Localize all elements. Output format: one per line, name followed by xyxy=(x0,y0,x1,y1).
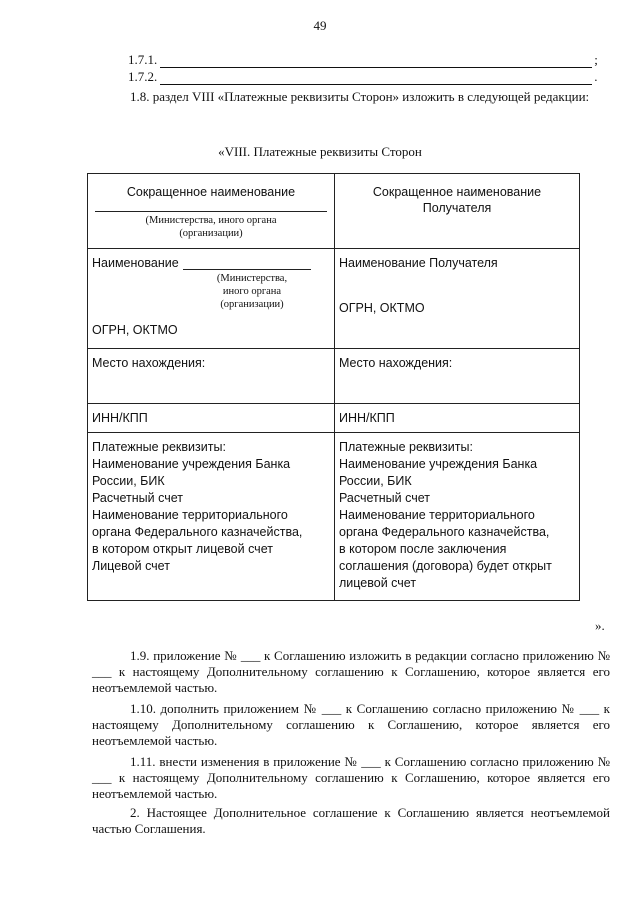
cell-line: в котором после заключения xyxy=(339,542,507,556)
paragraph-text: 2. Настоящее Дополнительное соглашение к Соглашению является неотъемлемой частью Соглашения. xyxy=(92,805,610,836)
blank-line xyxy=(160,72,592,85)
cell-ogrn: ОГРН, ОКТМО xyxy=(339,301,425,315)
paragraph-1-10 xyxy=(92,701,610,749)
blank-line xyxy=(95,211,327,212)
table-cell xyxy=(335,404,580,433)
cell-lines xyxy=(92,439,334,575)
closing-quote: ». xyxy=(595,618,605,633)
paragraph-text: 1.10. дополнить приложением № ___ к Соглашению согласно приложению № ___ к настоящему Дополнительному соглашению к Соглашению, которое является его неотъемлемой частью. xyxy=(92,701,610,748)
cell-line: Наименование учреждения Банка xyxy=(339,457,538,471)
item-label: 1.7.2. xyxy=(128,69,158,84)
cell-caption: (организации) xyxy=(179,228,243,239)
cell-title: Получателя xyxy=(422,201,492,215)
table-row xyxy=(88,249,580,349)
cell-line: соглашения (договора) будет открыт xyxy=(339,559,552,573)
table-cell xyxy=(88,174,335,249)
table-cell xyxy=(88,433,335,601)
cell-title: Сокращенное наименование xyxy=(126,185,296,199)
paragraph-1-8 xyxy=(92,89,610,105)
cell-line: Платежные реквизиты: xyxy=(92,440,226,454)
cell-text: Место нахождения: xyxy=(92,356,206,370)
paragraph-2 xyxy=(92,805,610,837)
cell-line: Платежные реквизиты: xyxy=(339,440,473,454)
item-end: ; xyxy=(594,52,598,67)
cell-line: лицевой счет xyxy=(339,576,417,590)
cell-text: ИНН/КПП xyxy=(339,411,395,425)
cell-caption: (Министерства, xyxy=(216,273,288,284)
paragraph-1-9 xyxy=(92,648,610,696)
cell-lines xyxy=(339,439,579,592)
table-row xyxy=(88,174,580,249)
page-number: 49 xyxy=(313,18,327,33)
cell-ogrn: ОГРН, ОКТМО xyxy=(92,323,178,337)
table-row xyxy=(88,349,580,404)
item-1-7-2 xyxy=(128,69,598,85)
blank-line xyxy=(183,257,311,270)
cell-title: Сокращенное наименование xyxy=(372,185,542,199)
cell-line: Наименование территориального xyxy=(339,508,535,522)
paragraph-text: 1.9. приложение № ___ к Соглашению изложить в редакции согласно приложению № ___ к настоящему Дополнительному соглашению к Соглашению, которое является его неотъемлемой частью. xyxy=(92,648,610,695)
cell-line: Лицевой счет xyxy=(92,559,170,573)
table-cell xyxy=(88,349,335,404)
cell-caption: иного органа xyxy=(222,286,282,297)
table-cell xyxy=(88,404,335,433)
cell-line: органа Федерального казначейства, xyxy=(339,525,550,539)
item-end: . xyxy=(594,69,598,84)
cell-line: Расчетный счет xyxy=(339,491,430,505)
table-cell xyxy=(88,249,335,349)
table-row xyxy=(88,404,580,433)
paragraph-text: 1.11. внести изменения в приложение № ___ к Соглашению согласно приложению № ___ к настоящему Дополнительному соглашению к Соглашению, которое является его неотъемлемой частью. xyxy=(92,754,610,801)
paragraph-text: 1.8. раздел VIII «Платежные реквизиты Сторон» изложить в следующей редакции: xyxy=(130,89,590,104)
cell-line: в котором открыт лицевой счет xyxy=(92,542,273,556)
section-heading: «VIII. Платежные реквизиты Сторон xyxy=(218,144,422,159)
table-cell xyxy=(335,433,580,601)
cell-line: России, БИК xyxy=(92,474,165,488)
cell-text: Место нахождения: xyxy=(339,356,453,370)
cell-label: Наименование Получателя xyxy=(339,256,498,270)
table-cell xyxy=(335,249,580,349)
table-cell xyxy=(335,174,580,249)
cell-line: Наименование учреждения Банка xyxy=(92,457,291,471)
payment-details-table xyxy=(87,173,580,601)
cell-text: ИНН/КПП xyxy=(92,411,148,425)
cell-line: органа Федерального казначейства, xyxy=(92,525,303,539)
table-row xyxy=(88,433,580,601)
cell-caption-group xyxy=(192,272,312,311)
cell-caption: (Министерства, иного органа xyxy=(145,215,277,226)
cell-label: Наименование xyxy=(92,256,179,270)
cell-caption: (организации) xyxy=(220,299,284,310)
blank-line xyxy=(160,55,592,68)
table-cell xyxy=(335,349,580,404)
cell-line: России, БИК xyxy=(339,474,412,488)
item-label: 1.7.1. xyxy=(128,52,158,67)
name-field xyxy=(92,256,334,270)
cell-line: Наименование территориального xyxy=(92,508,288,522)
item-1-7-1 xyxy=(128,52,598,68)
cell-line: Расчетный счет xyxy=(92,491,183,505)
paragraph-1-11 xyxy=(92,754,610,802)
